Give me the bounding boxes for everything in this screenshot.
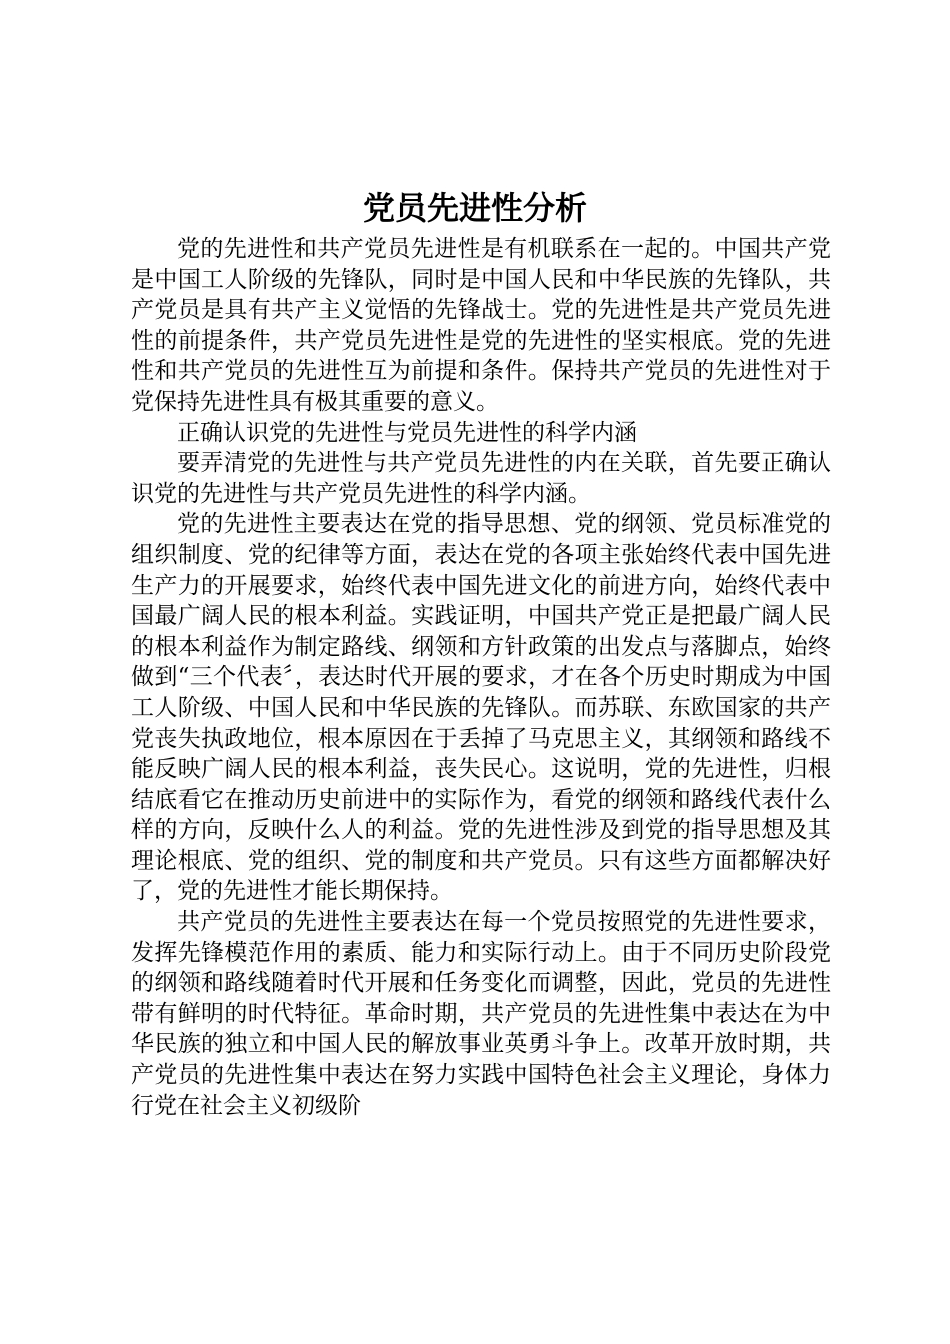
document-title: 党员先进性分析 [362,189,587,227]
document-body [131,234,831,1121]
paragraph-member-advancement: 共产党员的先进性主要表达在每一个党员按照党的先进性要求，发挥先锋模范作用的素质、能力和实际行动上。由于不同历史阶段党的纲领和路线随着时代开展和任务变化而调整，因此，党员的先进性带有鲜明的时代特征。革命时期，共产党员的先进性集中表达在为中华民族的独立和中国人民的解放事业英勇斗争上。改革开放时期，共产党员的先进性集中表达在努力实践中国特色社会主义理论，身体力行党在社会主义初级阶 [131,909,831,1119]
paragraph-intro: 党的先进性和共产党员先进性是有机联系在一起的。中国共产党是中国工人阶级的先锋队，同时是中国人民和中华民族的先锋队，共产党员是具有共产主义觉悟的先锋战士。党的先进性是共产党员先进性的前提条件，共产党员先进性是党的先进性的坚实根底。党的先进性和共产党员的先进性互为前提和条件。保持共产党员的先进性对于党保持先进性具有极其重要的意义。 [131,236,831,415]
section-heading: 正确认识党的先进性与党员先进性的科学内涵 [177,419,637,446]
paragraph-clarify: 要弄清党的先进性与共产党员先进性的内在关联，首先要正确认识党的先进性与共产党员先进性的科学内涵。 [131,450,831,507]
paragraph-party-advancement: 党的先进性主要表达在党的指导思想、党的纲领、党员标准党的组织制度、党的纪律等方面，表达在党的各项主张始终代表中国先进生产力的开展要求，始终代表中国先进文化的前进方向，始终代表中国最广阔人民的根本利益。实践证明，中国共产党正是把最广阔人民的根本利益作为制定路线、纲领和方针政策的出发点与落脚点，始终做到“三个代表〞，表达时代开展的要求，才在各个历史时期成为中国工人阶级、中国人民和中华民族的先锋队。而苏联、东欧国家的共产党丧失执政地位，根本原因在于丢掉了马克思主义，其纲领和路线不能反映广阔人民的根本利益，丧失民心。这说明，党的先进性，归根结底看它在推动历史前进中的实际作为，看党的纲领和路线代表什么样的方向，反映什么人的利益。党的先进性涉及到党的指导思想及其理论根底、党的组织、党的制度和共产党员。只有这些方面都解决好了，党的先进性才能长期保持。 [131,511,831,905]
